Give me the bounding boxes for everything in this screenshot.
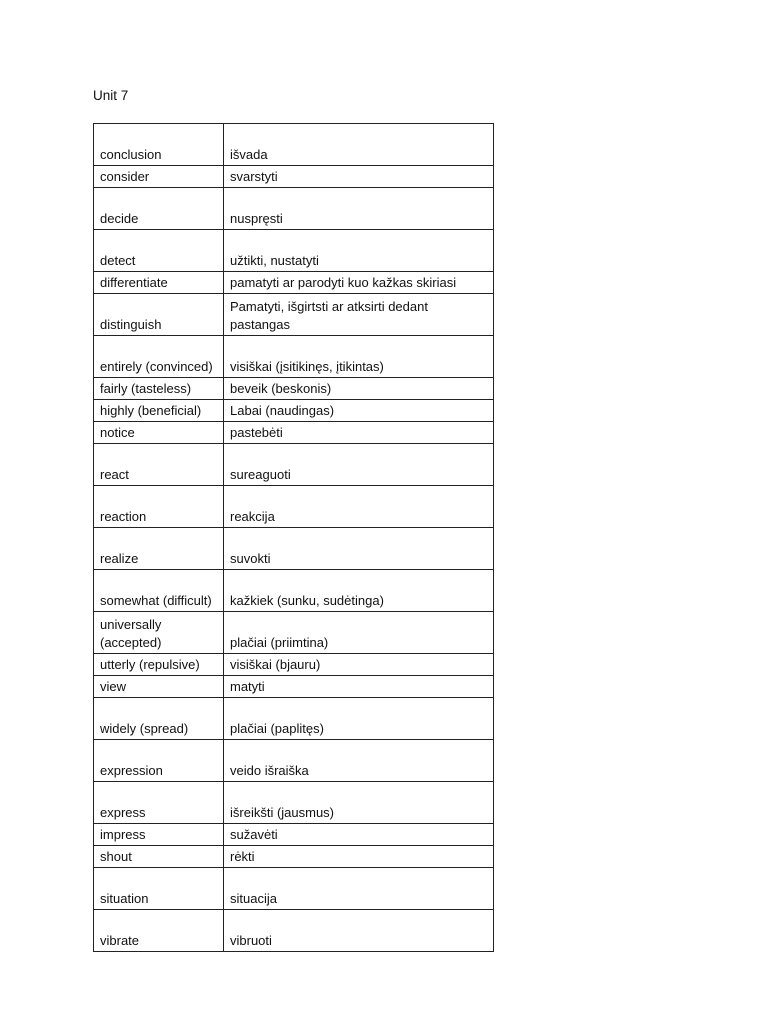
english-term-cell: expression bbox=[94, 740, 224, 782]
english-term-cell: entirely (convinced) bbox=[94, 336, 224, 378]
english-term-cell: express bbox=[94, 782, 224, 824]
english-term-cell: decide bbox=[94, 188, 224, 230]
table-row bbox=[94, 444, 494, 486]
lithuanian-translation-cell: situacija bbox=[224, 868, 494, 910]
lithuanian-translation-cell: plačiai (paplitęs) bbox=[224, 698, 494, 740]
table-row bbox=[94, 528, 494, 570]
lithuanian-translation-cell: kažkiek (sunku, sudėtinga) bbox=[224, 570, 494, 612]
lithuanian-translation-cell: sureaguoti bbox=[224, 444, 494, 486]
table-row bbox=[94, 486, 494, 528]
table-row bbox=[94, 910, 494, 952]
table-row bbox=[94, 188, 494, 230]
english-term-cell: shout bbox=[94, 846, 224, 868]
vocabulary-table bbox=[93, 123, 494, 952]
lithuanian-translation-cell: pastebėti bbox=[224, 422, 494, 444]
lithuanian-translation-cell: išvada bbox=[224, 124, 494, 166]
table-row bbox=[94, 378, 494, 400]
table-row bbox=[94, 654, 494, 676]
english-term-cell: fairly (tasteless) bbox=[94, 378, 224, 400]
lithuanian-translation-cell: beveik (beskonis) bbox=[224, 378, 494, 400]
lithuanian-translation-cell: Pamatyti, išgirtsti ar atksirti dedant pastangas bbox=[224, 294, 494, 336]
lithuanian-translation-cell: pamatyti ar parodyti kuo kažkas skiriasi bbox=[224, 272, 494, 294]
english-term-cell: somewhat (difficult) bbox=[94, 570, 224, 612]
english-term-cell: notice bbox=[94, 422, 224, 444]
lithuanian-translation-cell: sužavėti bbox=[224, 824, 494, 846]
table-row bbox=[94, 824, 494, 846]
lithuanian-translation-cell: Labai (naudingas) bbox=[224, 400, 494, 422]
lithuanian-translation-cell: visiškai (įsitikinęs, įtikintas) bbox=[224, 336, 494, 378]
table-row bbox=[94, 272, 494, 294]
english-term-cell: view bbox=[94, 676, 224, 698]
table-row bbox=[94, 230, 494, 272]
table-row bbox=[94, 336, 494, 378]
english-term-cell: conclusion bbox=[94, 124, 224, 166]
table-row bbox=[94, 698, 494, 740]
lithuanian-translation-cell: matyti bbox=[224, 676, 494, 698]
table-row bbox=[94, 676, 494, 698]
table-row bbox=[94, 422, 494, 444]
table-row bbox=[94, 612, 494, 654]
english-term-cell: react bbox=[94, 444, 224, 486]
lithuanian-translation-cell: reakcija bbox=[224, 486, 494, 528]
english-term-cell: vibrate bbox=[94, 910, 224, 952]
english-term-cell: realize bbox=[94, 528, 224, 570]
page-title: Unit 7 bbox=[93, 88, 129, 103]
english-term-cell: detect bbox=[94, 230, 224, 272]
table-row bbox=[94, 846, 494, 868]
english-term-cell: reaction bbox=[94, 486, 224, 528]
lithuanian-translation-cell: visiškai (bjauru) bbox=[224, 654, 494, 676]
table-row bbox=[94, 294, 494, 336]
table-row bbox=[94, 570, 494, 612]
table-row bbox=[94, 868, 494, 910]
lithuanian-translation-cell: svarstyti bbox=[224, 166, 494, 188]
lithuanian-translation-cell: išreikšti (jausmus) bbox=[224, 782, 494, 824]
lithuanian-translation-cell: suvokti bbox=[224, 528, 494, 570]
table-row bbox=[94, 782, 494, 824]
table-row bbox=[94, 740, 494, 782]
english-term-cell: situation bbox=[94, 868, 224, 910]
english-term-cell: impress bbox=[94, 824, 224, 846]
lithuanian-translation-cell: nuspręsti bbox=[224, 188, 494, 230]
lithuanian-translation-cell: užtikti, nustatyti bbox=[224, 230, 494, 272]
vocabulary-table-body bbox=[94, 124, 494, 952]
lithuanian-translation-cell: vibruoti bbox=[224, 910, 494, 952]
table-row bbox=[94, 166, 494, 188]
english-term-cell: consider bbox=[94, 166, 224, 188]
english-term-cell: universally (accepted) bbox=[94, 612, 224, 654]
english-term-cell: distinguish bbox=[94, 294, 224, 336]
lithuanian-translation-cell: rėkti bbox=[224, 846, 494, 868]
english-term-cell: differentiate bbox=[94, 272, 224, 294]
table-row bbox=[94, 124, 494, 166]
table-row bbox=[94, 400, 494, 422]
lithuanian-translation-cell: plačiai (priimtina) bbox=[224, 612, 494, 654]
english-term-cell: widely (spread) bbox=[94, 698, 224, 740]
english-term-cell: utterly (repulsive) bbox=[94, 654, 224, 676]
english-term-cell: highly (beneficial) bbox=[94, 400, 224, 422]
lithuanian-translation-cell: veido išraiška bbox=[224, 740, 494, 782]
